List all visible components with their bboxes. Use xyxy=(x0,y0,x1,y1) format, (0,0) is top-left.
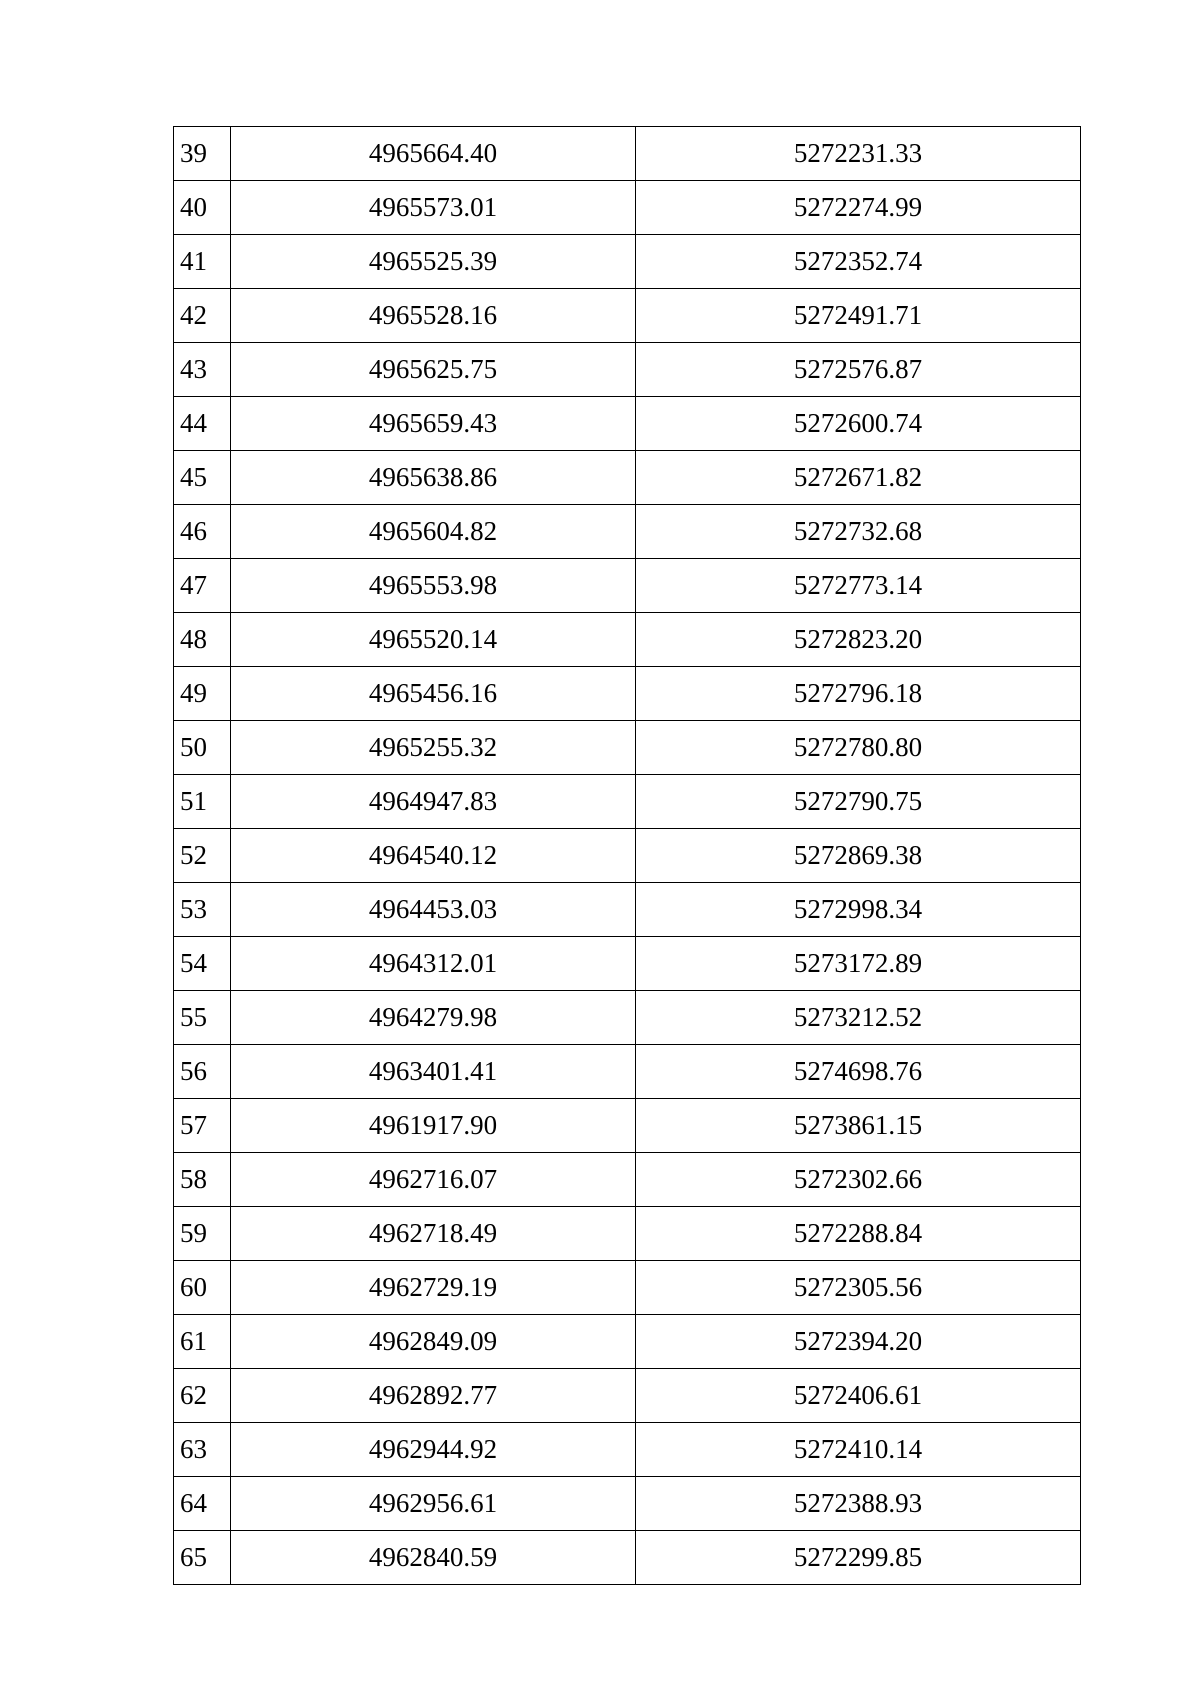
y-coordinate-cell: 5272288.84 xyxy=(636,1207,1081,1261)
table-row xyxy=(174,343,1081,397)
point-number-cell: 47 xyxy=(174,559,231,613)
x-coordinate-cell: 4965520.14 xyxy=(231,613,636,667)
table-row xyxy=(174,505,1081,559)
table-row xyxy=(174,1369,1081,1423)
table-row xyxy=(174,451,1081,505)
x-coordinate-cell: 4961917.90 xyxy=(231,1099,636,1153)
y-coordinate-cell: 5272231.33 xyxy=(636,127,1081,181)
y-coordinate-cell: 5272576.87 xyxy=(636,343,1081,397)
point-number-cell: 39 xyxy=(174,127,231,181)
x-coordinate-cell: 4965664.40 xyxy=(231,127,636,181)
x-coordinate-cell: 4965659.43 xyxy=(231,397,636,451)
table-row xyxy=(174,667,1081,721)
point-number-cell: 61 xyxy=(174,1315,231,1369)
table-row xyxy=(174,829,1081,883)
x-coordinate-cell: 4965553.98 xyxy=(231,559,636,613)
table-row xyxy=(174,1045,1081,1099)
y-coordinate-cell: 5272274.99 xyxy=(636,181,1081,235)
point-number-cell: 56 xyxy=(174,1045,231,1099)
coordinates-table xyxy=(173,126,1081,1585)
table-row xyxy=(174,289,1081,343)
x-coordinate-cell: 4964540.12 xyxy=(231,829,636,883)
table-row xyxy=(174,1099,1081,1153)
x-coordinate-cell: 4964279.98 xyxy=(231,991,636,1045)
point-number-cell: 52 xyxy=(174,829,231,883)
x-coordinate-cell: 4962849.09 xyxy=(231,1315,636,1369)
x-coordinate-cell: 4965525.39 xyxy=(231,235,636,289)
point-number-cell: 60 xyxy=(174,1261,231,1315)
x-coordinate-cell: 4963401.41 xyxy=(231,1045,636,1099)
table-row xyxy=(174,991,1081,1045)
x-coordinate-cell: 4965625.75 xyxy=(231,343,636,397)
point-number-cell: 54 xyxy=(174,937,231,991)
y-coordinate-cell: 5272410.14 xyxy=(636,1423,1081,1477)
x-coordinate-cell: 4964947.83 xyxy=(231,775,636,829)
y-coordinate-cell: 5272998.34 xyxy=(636,883,1081,937)
x-coordinate-cell: 4962892.77 xyxy=(231,1369,636,1423)
x-coordinate-cell: 4965255.32 xyxy=(231,721,636,775)
table-row xyxy=(174,1315,1081,1369)
table-row xyxy=(174,1207,1081,1261)
y-coordinate-cell: 5272352.74 xyxy=(636,235,1081,289)
point-number-cell: 44 xyxy=(174,397,231,451)
point-number-cell: 62 xyxy=(174,1369,231,1423)
point-number-cell: 49 xyxy=(174,667,231,721)
x-coordinate-cell: 4965604.82 xyxy=(231,505,636,559)
x-coordinate-cell: 4965573.01 xyxy=(231,181,636,235)
coordinates-table-body xyxy=(174,127,1081,1585)
y-coordinate-cell: 5272780.80 xyxy=(636,721,1081,775)
x-coordinate-cell: 4962956.61 xyxy=(231,1477,636,1531)
table-row xyxy=(174,1477,1081,1531)
y-coordinate-cell: 5272305.56 xyxy=(636,1261,1081,1315)
table-row xyxy=(174,1153,1081,1207)
table-row xyxy=(174,1531,1081,1585)
x-coordinate-cell: 4962716.07 xyxy=(231,1153,636,1207)
table-row xyxy=(174,775,1081,829)
x-coordinate-cell: 4962944.92 xyxy=(231,1423,636,1477)
point-number-cell: 41 xyxy=(174,235,231,289)
y-coordinate-cell: 5272790.75 xyxy=(636,775,1081,829)
table-row xyxy=(174,559,1081,613)
x-coordinate-cell: 4964453.03 xyxy=(231,883,636,937)
table-row xyxy=(174,397,1081,451)
y-coordinate-cell: 5273212.52 xyxy=(636,991,1081,1045)
table-row xyxy=(174,721,1081,775)
x-coordinate-cell: 4962729.19 xyxy=(231,1261,636,1315)
point-number-cell: 45 xyxy=(174,451,231,505)
table-row xyxy=(174,127,1081,181)
point-number-cell: 55 xyxy=(174,991,231,1045)
point-number-cell: 50 xyxy=(174,721,231,775)
y-coordinate-cell: 5272671.82 xyxy=(636,451,1081,505)
table-row xyxy=(174,235,1081,289)
x-coordinate-cell: 4964312.01 xyxy=(231,937,636,991)
point-number-cell: 53 xyxy=(174,883,231,937)
x-coordinate-cell: 4965528.16 xyxy=(231,289,636,343)
point-number-cell: 42 xyxy=(174,289,231,343)
x-coordinate-cell: 4962840.59 xyxy=(231,1531,636,1585)
y-coordinate-cell: 5272406.61 xyxy=(636,1369,1081,1423)
table-row xyxy=(174,181,1081,235)
y-coordinate-cell: 5272773.14 xyxy=(636,559,1081,613)
table-row xyxy=(174,1261,1081,1315)
point-number-cell: 65 xyxy=(174,1531,231,1585)
table-row xyxy=(174,613,1081,667)
x-coordinate-cell: 4965456.16 xyxy=(231,667,636,721)
y-coordinate-cell: 5273861.15 xyxy=(636,1099,1081,1153)
y-coordinate-cell: 5272796.18 xyxy=(636,667,1081,721)
y-coordinate-cell: 5272600.74 xyxy=(636,397,1081,451)
table-row xyxy=(174,1423,1081,1477)
point-number-cell: 46 xyxy=(174,505,231,559)
point-number-cell: 43 xyxy=(174,343,231,397)
point-number-cell: 40 xyxy=(174,181,231,235)
table-row xyxy=(174,883,1081,937)
table-row xyxy=(174,937,1081,991)
point-number-cell: 51 xyxy=(174,775,231,829)
point-number-cell: 64 xyxy=(174,1477,231,1531)
y-coordinate-cell: 5272823.20 xyxy=(636,613,1081,667)
point-number-cell: 59 xyxy=(174,1207,231,1261)
point-number-cell: 63 xyxy=(174,1423,231,1477)
y-coordinate-cell: 5272299.85 xyxy=(636,1531,1081,1585)
y-coordinate-cell: 5274698.76 xyxy=(636,1045,1081,1099)
y-coordinate-cell: 5272491.71 xyxy=(636,289,1081,343)
y-coordinate-cell: 5272869.38 xyxy=(636,829,1081,883)
point-number-cell: 57 xyxy=(174,1099,231,1153)
y-coordinate-cell: 5272388.93 xyxy=(636,1477,1081,1531)
point-number-cell: 48 xyxy=(174,613,231,667)
y-coordinate-cell: 5273172.89 xyxy=(636,937,1081,991)
x-coordinate-cell: 4962718.49 xyxy=(231,1207,636,1261)
x-coordinate-cell: 4965638.86 xyxy=(231,451,636,505)
point-number-cell: 58 xyxy=(174,1153,231,1207)
y-coordinate-cell: 5272732.68 xyxy=(636,505,1081,559)
y-coordinate-cell: 5272302.66 xyxy=(636,1153,1081,1207)
y-coordinate-cell: 5272394.20 xyxy=(636,1315,1081,1369)
